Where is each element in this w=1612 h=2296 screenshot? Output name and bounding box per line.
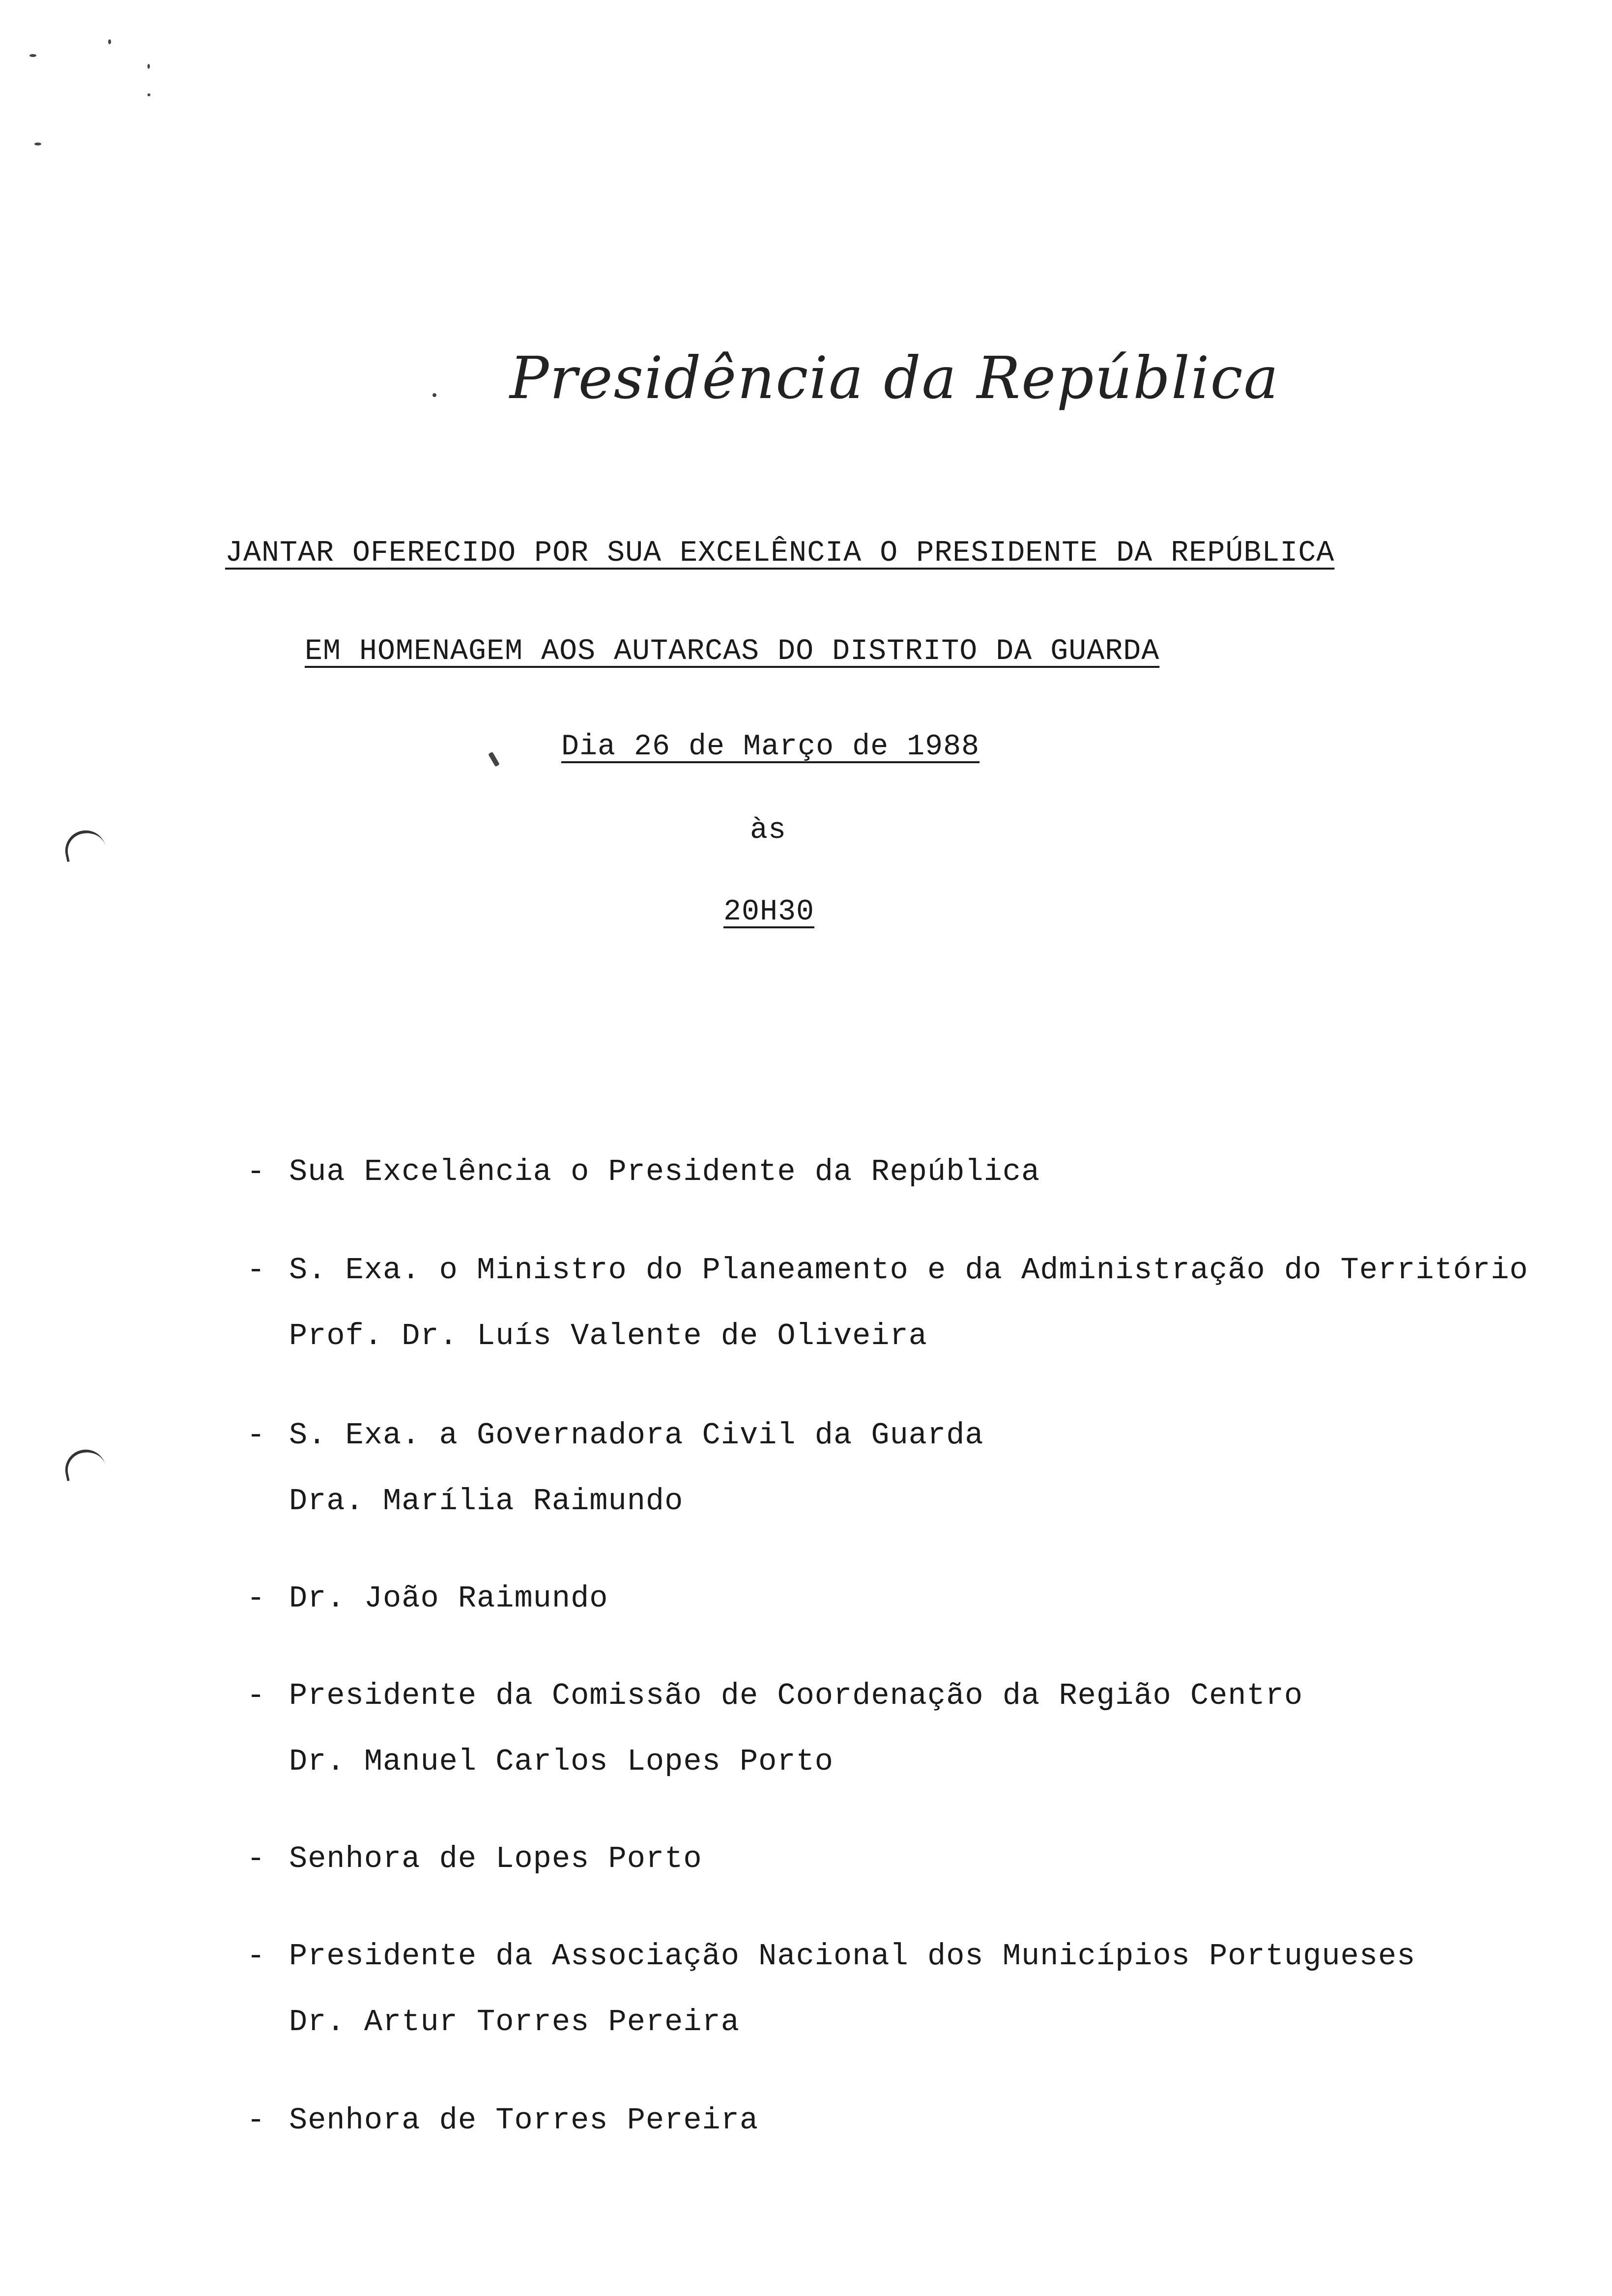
event-date: Dia 26 de Março de 1988 <box>561 730 980 764</box>
title-line-1: JANTAR OFERECIDO POR SUA EXCELÊNCIA O PRESIDENTE DA REPÚBLICA <box>225 537 1335 570</box>
scan-speck <box>488 752 500 767</box>
guest-line: Senhora de Torres Pereira <box>289 2103 759 2138</box>
guest-line: S. Exa. o Ministro do Planeamento e da Administração do Território <box>289 1253 1528 1288</box>
title-line-2: EM HOMENAGEM AOS AUTARCAS DO DISTRITO DA GUARDA <box>305 635 1160 668</box>
scan-speck <box>29 54 36 57</box>
guest-line: Senhora de Lopes Porto <box>289 1841 702 1876</box>
scan-speck <box>147 93 150 96</box>
list-dash: - <box>247 1678 265 1713</box>
scan-speck <box>108 39 111 44</box>
scan-speck <box>147 64 150 69</box>
letterhead: Presidência da República <box>509 344 1280 412</box>
list-dash: - <box>247 1841 265 1876</box>
list-dash: - <box>247 1418 265 1453</box>
guest-line: Dr. Manuel Carlos Lopes Porto <box>289 1744 834 1779</box>
list-dash: - <box>247 1253 265 1288</box>
guest-line: S. Exa. a Governadora Civil da Guarda <box>289 1418 984 1453</box>
guest-line: Presidente da Associação Nacional dos Municípios Portugueses <box>289 1939 1416 1974</box>
guest-line: Prof. Dr. Luís Valente de Oliveira <box>289 1319 928 1353</box>
event-as: às <box>750 814 787 847</box>
guest-line: Sua Excelência o Presidente da República <box>289 1154 1040 1189</box>
guest-line: Presidente da Comissão de Coordenação da Região Centro <box>289 1678 1303 1713</box>
list-dash: - <box>247 1154 265 1189</box>
guest-line: Dr. Artur Torres Pereira <box>289 2005 740 2039</box>
binder-hole-mark <box>61 1446 107 1481</box>
scan-speck <box>34 143 41 145</box>
event-time: 20H30 <box>723 895 815 929</box>
guest-line: Dr. João Raimundo <box>289 1581 608 1616</box>
list-dash: - <box>247 1581 265 1616</box>
guest-line: Dra. Marília Raimundo <box>289 1484 684 1519</box>
list-dash: - <box>247 1939 265 1974</box>
list-dash: - <box>247 2103 265 2138</box>
binder-hole-mark <box>61 827 107 862</box>
